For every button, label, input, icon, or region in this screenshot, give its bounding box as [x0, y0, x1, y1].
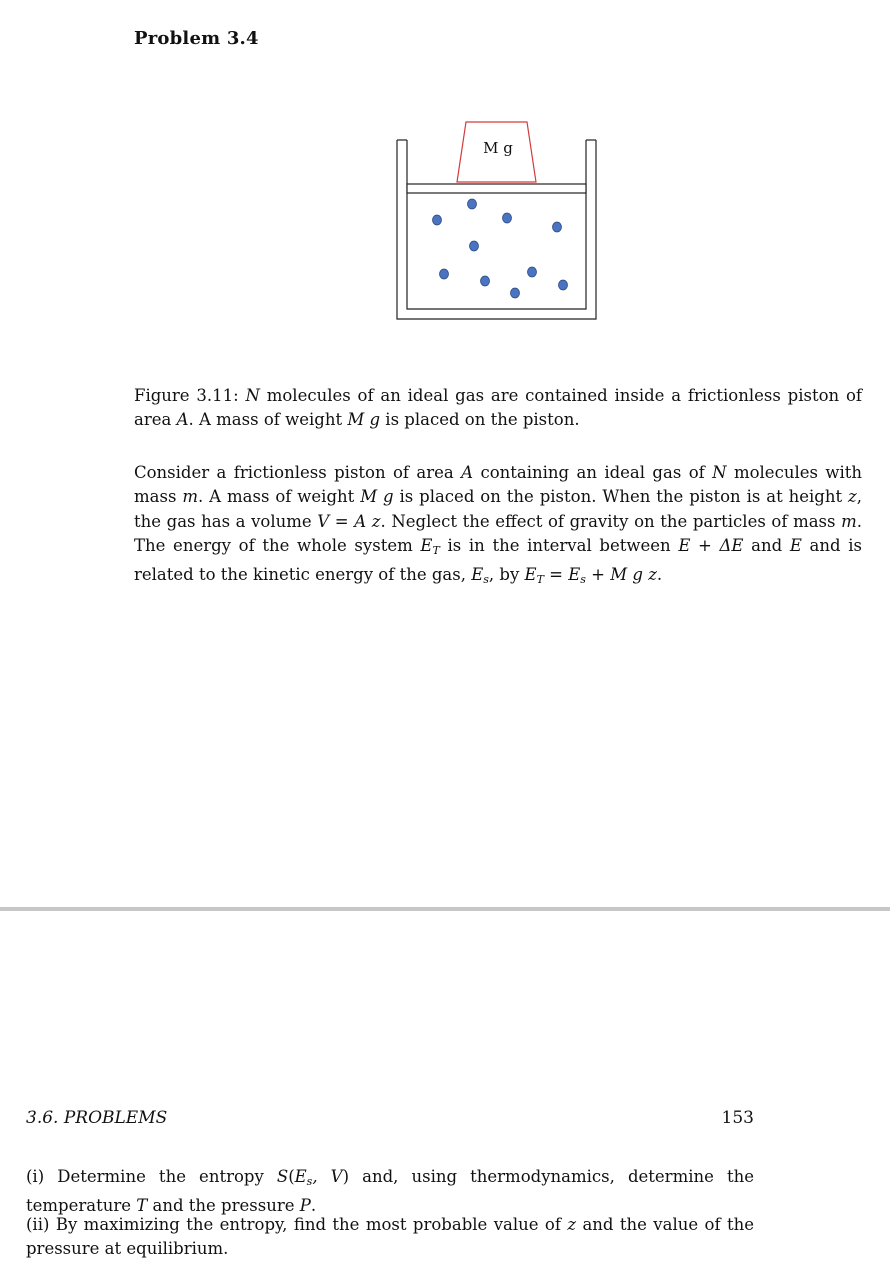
body-text: and — [743, 535, 790, 555]
molecule — [440, 269, 449, 279]
math-S: S — [276, 1167, 289, 1186]
molecule — [481, 276, 490, 286]
math-E: E — [294, 1167, 307, 1186]
body-text: is in the interval between — [439, 535, 679, 555]
body-text: containing an ideal gas of — [473, 463, 713, 482]
body-text: , by — [488, 565, 525, 585]
question-text: (i) Determine the entropy — [26, 1167, 277, 1186]
piston-diagram — [390, 116, 605, 326]
math-T: T — [136, 1196, 148, 1215]
math-P: P — [299, 1196, 311, 1215]
body-text: is placed on the piston. When the piston is at height — [393, 487, 849, 507]
molecule — [468, 199, 477, 209]
math-E: E — [789, 535, 802, 555]
molecule — [553, 222, 562, 232]
question-text: and the value of the pressure at equilibrium. — [26, 1215, 754, 1258]
molecule — [433, 215, 442, 225]
math-subscript-s: s — [580, 573, 586, 587]
caption-text: . A mass of weight — [188, 410, 348, 429]
body-text: molecules with mass — [134, 463, 862, 507]
math-volume-equation: V = A z — [317, 511, 381, 531]
piston-figure — [390, 116, 605, 326]
math-z: z — [567, 1215, 577, 1234]
molecule — [470, 241, 479, 251]
caption-text: is placed on the piston. — [380, 410, 580, 429]
running-head: 3.6. PROBLEMS — [26, 1108, 168, 1128]
molecule — [528, 267, 537, 277]
math-A: A — [461, 463, 474, 482]
body-text: . A mass of weight — [198, 487, 361, 507]
math-E: E — [568, 565, 581, 585]
body-text: . The energy of the whole system — [134, 511, 862, 555]
caption-label: Figure 3.11: — [134, 386, 239, 405]
caption-A: A — [176, 410, 189, 429]
body-text: . — [656, 565, 663, 585]
body-text: . Neglect the effect of gravity on the particles of mass — [380, 511, 842, 531]
math-subscript-s: s — [483, 573, 489, 587]
caption-Mg: M g — [347, 410, 381, 429]
molecule — [503, 213, 512, 223]
question-ii — [26, 1213, 754, 1261]
math-energy-interval: E + ΔE — [678, 535, 744, 555]
question-text: and, using thermodynamics, determine the temperature — [26, 1167, 754, 1215]
math-paren: ( — [288, 1167, 295, 1186]
figure-caption — [134, 384, 862, 432]
question-text: and the pressure — [147, 1196, 300, 1215]
question-i — [26, 1165, 754, 1218]
math-N: N — [712, 463, 727, 482]
caption-N: N — [245, 386, 260, 405]
body-text: Consider a frictionless piston of area — [134, 463, 462, 482]
body-text: + — [585, 565, 611, 585]
caption-text: molecules of an ideal gas are contained inside a frictionless piston of area — [134, 386, 862, 429]
weight-label: M g — [483, 139, 513, 157]
body-text: , the gas has a volume — [134, 487, 862, 531]
math-Mgz: M g z — [610, 565, 657, 585]
math-E: E — [471, 565, 484, 585]
page-number: 153 — [721, 1108, 754, 1128]
math-paren: ) — [342, 1167, 350, 1186]
molecule — [511, 288, 520, 298]
math-m: m — [182, 487, 198, 507]
math-subscript-T: T — [432, 543, 440, 557]
problem-statement — [134, 461, 862, 592]
math-subscript-s: s — [306, 1175, 313, 1188]
molecule — [559, 280, 568, 290]
page-separator — [0, 907, 890, 911]
problem-title: Problem 3.4 — [134, 28, 259, 49]
page-bottom — [0, 912, 890, 1286]
math-Mg: M g — [360, 487, 394, 507]
math-z: z — [848, 487, 857, 507]
math-subscript-T: T — [536, 573, 544, 587]
piston — [407, 184, 586, 193]
question-text: (ii) By maximizing the entropy, find the most probable value of — [26, 1215, 568, 1234]
body-text: and is related to the kinetic energy of the gas, — [134, 535, 862, 585]
math-V: , V — [312, 1167, 343, 1186]
math-E: E — [524, 565, 537, 585]
question-text: . — [310, 1196, 317, 1215]
body-text: = — [543, 565, 569, 585]
math-m: m — [841, 511, 857, 531]
math-E: E — [420, 535, 433, 555]
